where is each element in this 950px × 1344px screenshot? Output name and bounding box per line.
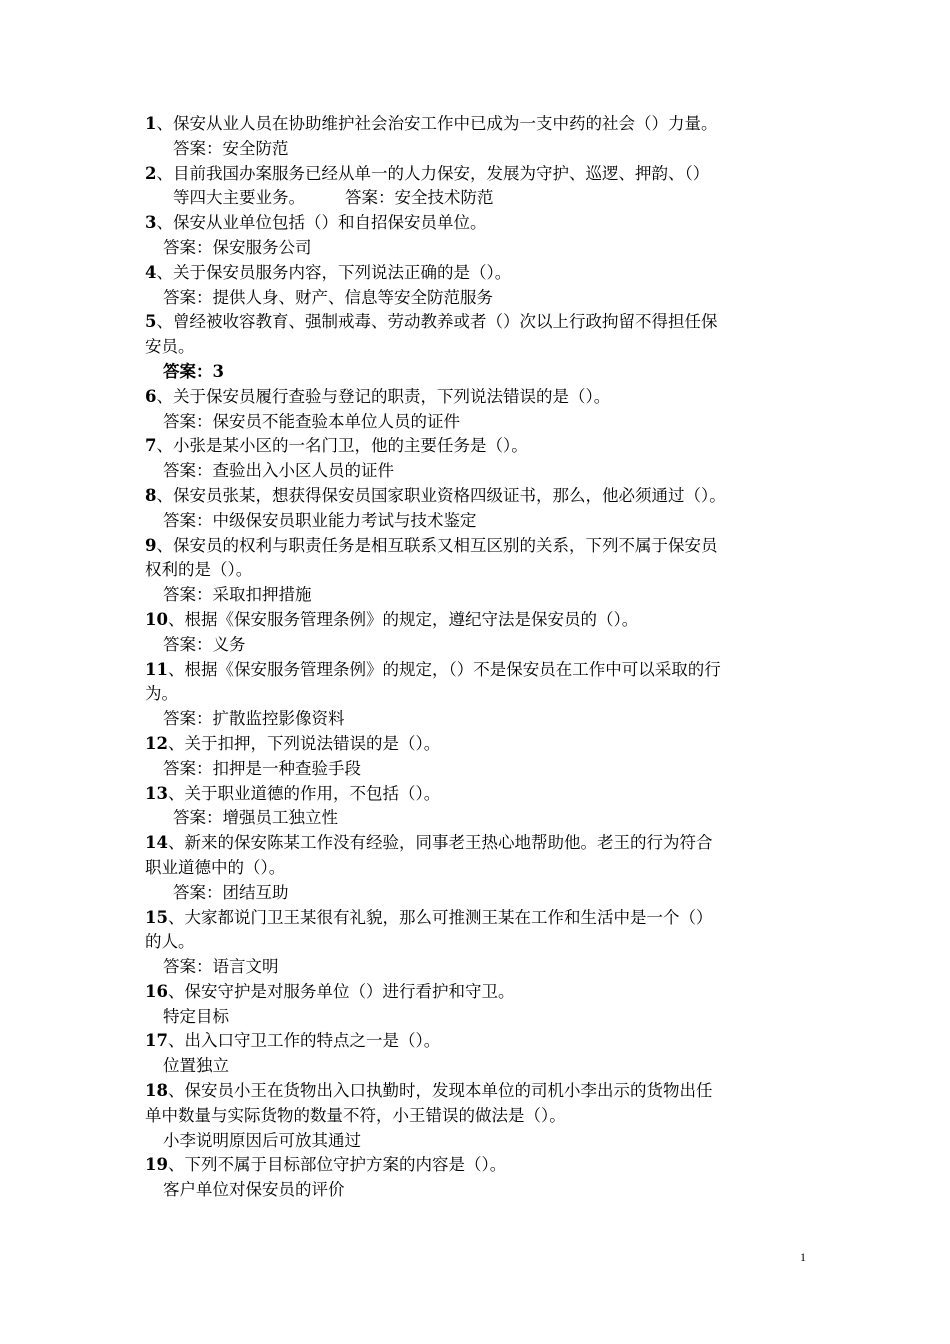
answer-13: 答案：增强员工独立性	[173, 808, 338, 828]
answer-10: 答案：义务	[163, 634, 246, 654]
question-number: 7	[145, 436, 157, 456]
question-number: 14	[145, 833, 168, 853]
question-text: 、关于保安员服务内容，下列说法正确的是（）。	[156, 262, 512, 282]
question-14-continuation: 职业道德中的（）。	[145, 857, 286, 877]
question-text: 、大家都说门卫王某很有礼貌，那么可推测王某在工作和生活中是一个（）	[167, 907, 713, 927]
question-text: 、根据《保安服务管理条例》的规定，遵纪守法是保安员的（）。	[167, 609, 639, 629]
question-number: 2	[145, 163, 157, 183]
question-text: 、关于职业道德的作用，不包括（）。	[167, 783, 441, 803]
question-text: 、保安守护是对服务单位（）进行看护和守卫。	[167, 981, 515, 1001]
question-text: 、根据《保安服务管理条例》的规定，（）不是保安员在工作中可以采取的行	[167, 659, 721, 679]
question-number: 12	[145, 733, 168, 753]
question-3	[145, 211, 810, 236]
question-12	[145, 732, 810, 757]
question-text: 、新来的保安陈某工作没有经验，同事老王热心地帮助他。老王的行为符合	[167, 833, 713, 853]
question-9-continuation: 权利的是（）。	[145, 560, 253, 580]
question-text: 、保安员的权利与职责任务是相互联系又相互区别的关系，下列不属于保安员	[156, 535, 718, 555]
question-13	[145, 782, 810, 807]
answer-11: 答案：扩散监控影像资料	[163, 709, 345, 729]
answer-19: 客户单位对保安员的评价	[163, 1180, 345, 1200]
question-text: 、保安员小王在货物出入口执勤时，发现本单位的司机小李出示的货物出任	[167, 1081, 713, 1101]
question-text: 、曾经被收容教育、强制戒毒、劳动教养或者（）次以上行政拘留不得担任保	[156, 312, 718, 332]
question-5	[145, 310, 810, 335]
question-number: 6	[145, 386, 157, 406]
question-15	[145, 906, 810, 931]
question-number: 15	[145, 907, 168, 927]
answer-16: 特定目标	[163, 1006, 229, 1026]
answer-5: 答案：3	[163, 361, 224, 381]
question-text: 、关于扣押，下列说法错误的是（）。	[167, 733, 441, 753]
question-number: 1	[145, 114, 157, 133]
answer-15: 答案：语言文明	[163, 957, 279, 977]
question-number: 8	[145, 485, 157, 505]
answer-6: 答案：保安员不能查验本单位人员的证件	[163, 411, 460, 431]
question-number: 17	[145, 1031, 168, 1051]
question-11-continuation: 为。	[145, 684, 178, 704]
answer-17: 位置独立	[163, 1056, 229, 1076]
question-number: 19	[145, 1155, 168, 1175]
answer-7: 答案：查验出入小区人员的证件	[163, 461, 394, 481]
question-16	[145, 980, 810, 1005]
question-number: 4	[145, 262, 157, 282]
question-text: 、出入口守卫工作的特点之一是（）。	[167, 1031, 441, 1051]
answer-14: 答案：团结互助	[173, 882, 289, 902]
question-19	[145, 1153, 810, 1178]
question-number: 18	[145, 1081, 168, 1101]
question-8	[145, 484, 810, 509]
answer-3: 答案：保安服务公司	[163, 237, 312, 257]
question-10	[145, 608, 810, 633]
question-number: 9	[145, 535, 157, 555]
question-17	[145, 1029, 810, 1054]
question-14	[145, 831, 810, 856]
answer-4: 答案：提供人身、财产、信息等安全防范服务	[163, 287, 493, 307]
question-text: 、保安从业单位包括（）和自招保安员单位。	[156, 213, 487, 233]
question-2	[145, 162, 810, 187]
question-text: 、下列不属于目标部位守护方案的内容是（）。	[167, 1155, 507, 1175]
question-number: 13	[145, 783, 168, 803]
question-number: 16	[145, 981, 168, 1001]
question-text-cont: 等四大主要业务。	[173, 188, 305, 208]
question-text: 、保安从业人员在协助维护社会治安工作中已成为一支中药的社会（）力量。	[156, 114, 718, 133]
question-4	[145, 261, 810, 286]
question-number: 11	[145, 659, 168, 679]
question-number: 3	[145, 213, 157, 233]
answer-18: 小李说明原因后可放其通过	[163, 1130, 361, 1150]
question-text: 、关于保安员履行查验与登记的职责，下列说法错误的是（）。	[156, 386, 611, 406]
question-text: 、小张是某小区的一名门卫，他的主要任务是（）。	[156, 436, 528, 456]
answer-9: 答案：采取扣押措施	[163, 585, 312, 605]
question-text: 、保安员张某，想获得保安员国家职业资格四级证书，那么，他必须通过（）。	[156, 485, 726, 505]
question-7	[145, 434, 810, 459]
question-1	[145, 112, 810, 137]
question-number: 5	[145, 312, 157, 332]
question-5-continuation: 安员。	[145, 337, 195, 357]
question-6	[145, 385, 810, 410]
question-18	[145, 1079, 810, 1104]
question-15-continuation: 的人。	[145, 932, 195, 952]
page-number: 1	[800, 1250, 806, 1264]
question-18-continuation: 单中数量与实际货物的数量不符，小王错误的做法是（）。	[145, 1105, 566, 1125]
question-2-continuation	[145, 186, 810, 211]
question-text: 、目前我国办案服务已经从单一的人力保安，发展为守护、巡逻、押韵、（）	[156, 163, 710, 183]
answer-8: 答案：中级保安员职业能力考试与技术鉴定	[163, 510, 477, 530]
answer-12: 答案：扣押是一种查验手段	[163, 758, 361, 778]
question-11	[145, 658, 810, 683]
answer-1: 答案：安全防范	[173, 138, 289, 158]
question-list	[145, 112, 810, 1203]
question-9	[145, 534, 810, 559]
answer-2: 答案：安全技术防范	[345, 188, 494, 208]
question-number: 10	[145, 609, 168, 629]
